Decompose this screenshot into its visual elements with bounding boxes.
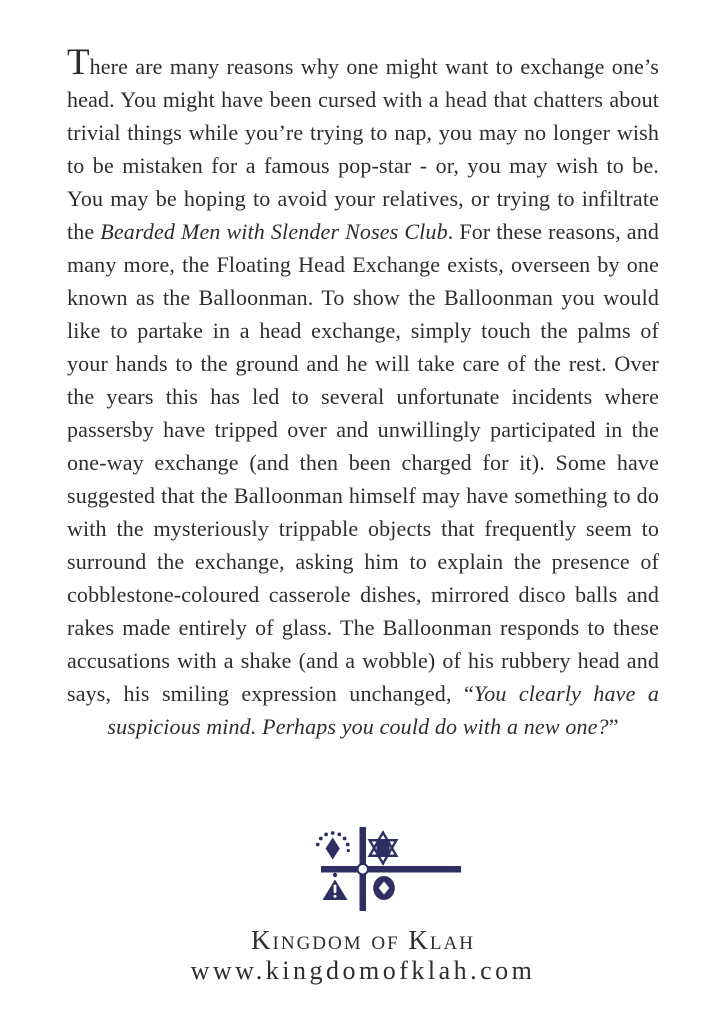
- article-text-block: [67, 42, 659, 743]
- text-run: . For these reasons, and many more, the Floating Head Exchange exists, overseen by one known as the Balloonman. To show the Balloonman you would like to partake in a head exchange, simply touch the palms of your hands to the ground and he will take care of the rest. Over the years this has led to several unfortunate incidents where passersby have tripped over and unwillingly participated in the one-way exchange (and then been charged for it). Some have suggested that the Balloonman himself may have something to do with the mysteriously trippable objects that frequently seem to surround the exchange, asking him to explain the presence of cobblestone-coloured casserole dishes, mirrored disco balls and rakes made entirely of glass. The Balloonman responds to these accusations with a shake (and a wobble) of his rubbery head and says, his smiling expression unchanged, “: [67, 219, 659, 706]
- brand-name: Kingdom of Klah: [251, 925, 475, 955]
- drop-cap: T: [67, 42, 90, 83]
- website-url: www.kingdomofklah.com: [190, 956, 536, 985]
- footer: [0, 818, 726, 986]
- star-of-david-icon: [369, 833, 396, 864]
- body-paragraph: [67, 42, 659, 743]
- text-run: here are many reasons why one might want to exchange one’s head. You might have been cursed with a head that chatters about trivial things while you’re trying to nap, you may no longer wish to be mistaken for a famous pop-star - or, you may wish to be. You may be hoping to avoid your relatives, or trying to infiltrate the: [67, 54, 659, 244]
- italic-run: You clearly have a suspicious mind. Perhaps you could do with a new one?: [107, 681, 659, 739]
- klah-emblem-icon: [280, 818, 465, 918]
- text-run: ”: [608, 714, 619, 739]
- italic-run: Bearded Men with Slender Noses Club: [100, 219, 448, 244]
- oval-diamond-hole-icon: [373, 876, 395, 900]
- diamond-halo-icon: [315, 831, 349, 859]
- paragraph-text: [67, 54, 659, 739]
- triangle-exclamation-icon: [322, 873, 347, 900]
